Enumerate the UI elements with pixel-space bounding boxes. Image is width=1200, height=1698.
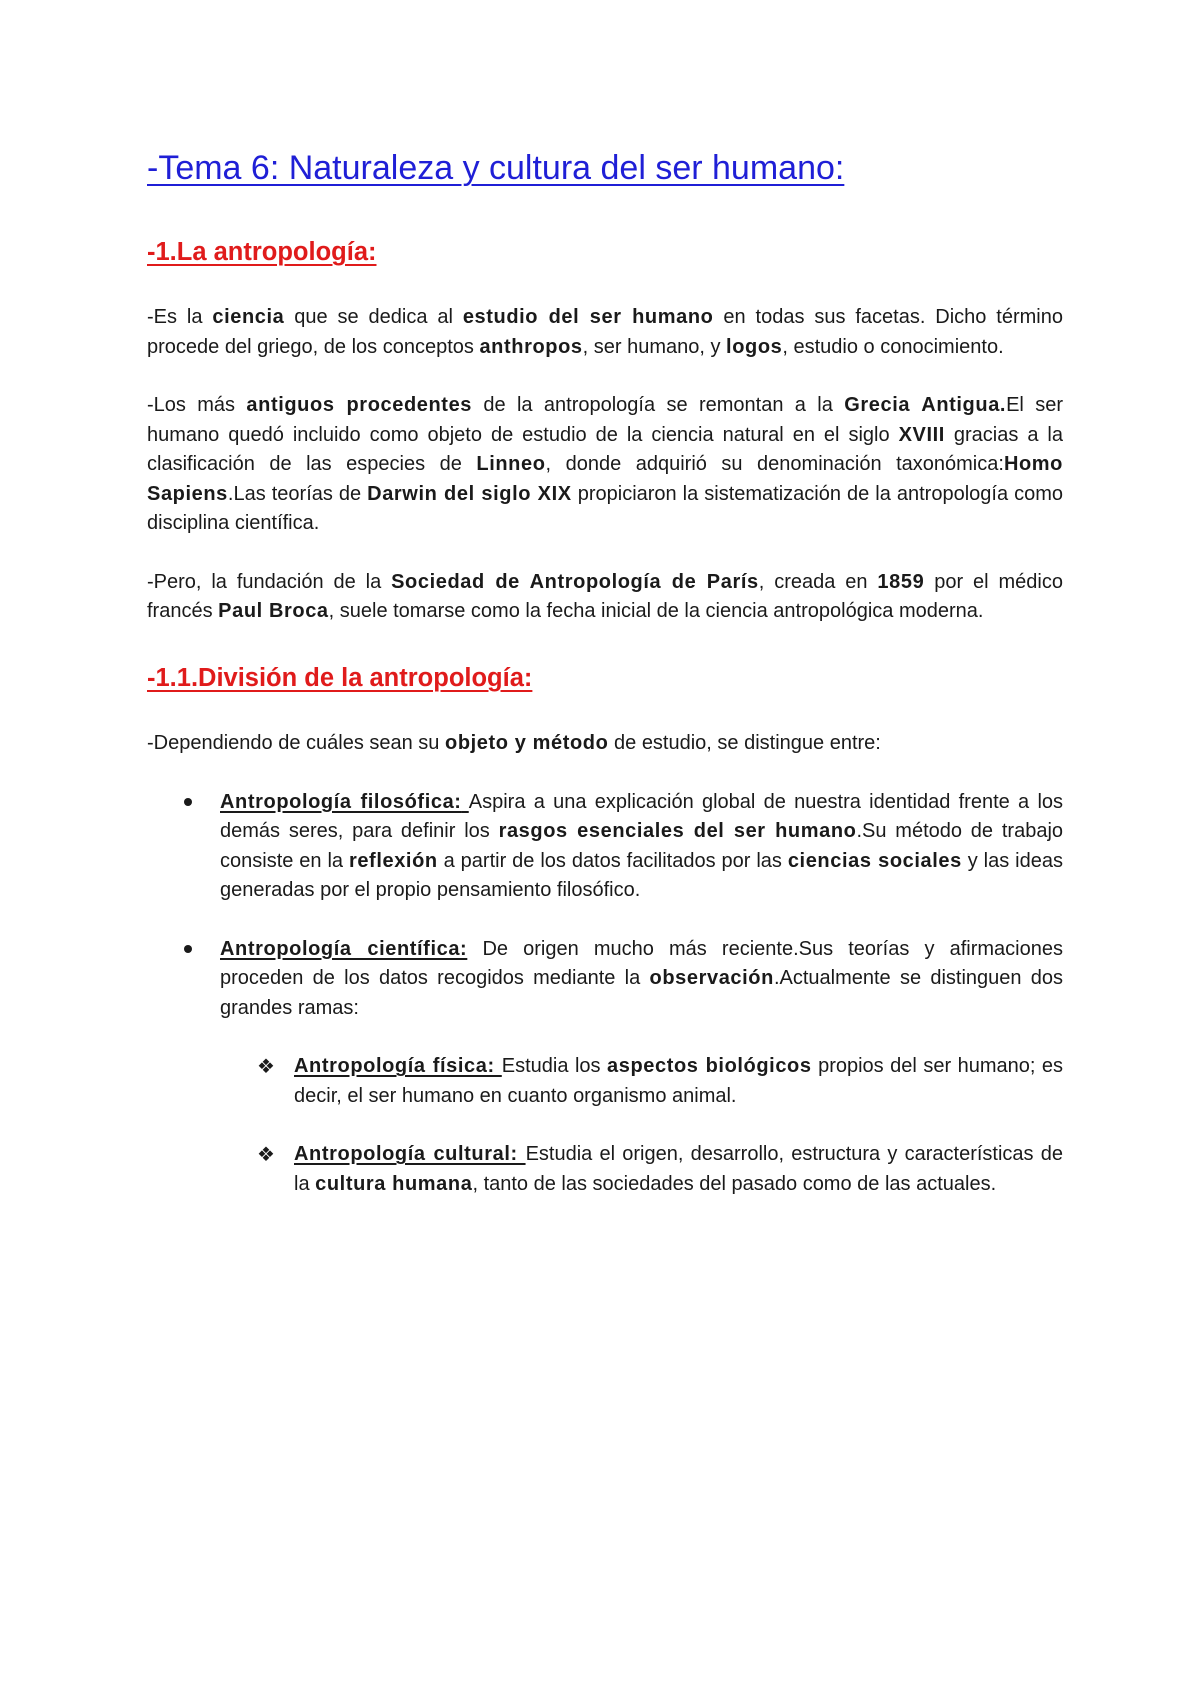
text-run: -Los más: [147, 394, 247, 417]
text-run: gracias a la clasificación de las especies de: [147, 423, 1063, 476]
text-run: El ser humano quedó incluido como objeto de estudio de la ciencia natural en el siglo: [147, 394, 1064, 446]
text-run: .Su método de trabajo consiste en la: [220, 820, 1064, 872]
text-run: que se dedica al: [284, 306, 463, 329]
text-run: por el médico francés: [147, 570, 1063, 623]
text-run: -Es la: [147, 306, 213, 329]
text-run: .Actualmente se distinguen dos grandes ramas:: [220, 967, 1064, 1019]
text-run: [462, 791, 469, 813]
bold-term: estudio del ser humano: [462, 306, 714, 329]
paragraph-definition: [147, 303, 1063, 362]
text-run: Estudia los: [501, 1055, 608, 1078]
bold-term: logos: [726, 335, 783, 358]
list-item-antropologia-cientifica: [147, 935, 1063, 1024]
text-run: Aspira a una explicación global de nuestra identidad frente a los demás seres, para definir los: [220, 790, 1064, 843]
section-heading-division: -1.1.División de la antropología:: [147, 663, 533, 692]
bold-term: Sociedad de Antropología de París: [391, 570, 759, 593]
bold-term: ciencias sociales: [787, 849, 962, 872]
bold-term: 1859: [877, 570, 925, 593]
bold-term: Paul Broca: [218, 600, 329, 623]
bold-term: aspectos biológicos: [607, 1055, 812, 1078]
text-run: , estudio o conocimiento.: [782, 335, 1004, 358]
text-run: en todas sus facetas. Dicho término procede del griego, de los conceptos: [147, 306, 1063, 358]
text-run: Estudia el origen, desarrollo, estructura y características de la: [294, 1143, 1063, 1195]
text-run: , suele tomarse como la fecha inicial de la ciencia antropológica moderna.: [328, 600, 984, 623]
list-item-label: Antropología filosófica:: [220, 790, 462, 813]
text-run: , creada en: [758, 570, 878, 593]
text-run: a partir de los datos facilitados por las: [437, 849, 788, 872]
text-run: y las ideas generadas por el propio pensamiento filosófico.: [220, 849, 1063, 902]
diamond-bullet-icon: ❖: [257, 1142, 275, 1167]
text-run: propiciaron la sistematización de la antropología como disciplina científica.: [147, 482, 1063, 535]
text-run: De origen mucho más reciente.Sus teorías y afirmaciones proceden de los datos recogidos mediante la: [220, 937, 1063, 990]
text-run: , tanto de las sociedades del pasado como de las actuales.: [472, 1172, 997, 1195]
bold-term: ciencia: [212, 306, 285, 329]
text-run: .Las teorías de: [227, 482, 368, 505]
bullet-icon: [184, 945, 192, 953]
bold-term: objeto y método: [445, 732, 609, 755]
bold-term: XVIII: [898, 423, 945, 446]
bold-term: Homo Sapiens: [147, 453, 1063, 505]
paragraph-foundation: [147, 568, 1063, 627]
paragraph-history: [147, 391, 1063, 539]
text-run: , ser humano, y: [582, 335, 727, 358]
list-item-label: Antropología física:: [294, 1055, 502, 1078]
bold-term: cultura humana: [315, 1172, 473, 1195]
paragraph-division-intro: [147, 729, 1063, 759]
branches-list: [147, 1052, 1063, 1199]
section-heading-antropologia: -1.La antropología:: [147, 237, 377, 266]
bullet-icon: [184, 798, 192, 806]
text-run: de la antropología se remontan a la: [472, 394, 845, 417]
text-run: -Dependiendo de cuáles sean su: [147, 732, 445, 755]
text-run: de estudio, se distingue entre:: [608, 732, 881, 755]
list-item-antropologia-cultural: [147, 1140, 1063, 1199]
page-title: -Tema 6: Naturaleza y cultura del ser humano:: [147, 149, 845, 187]
bold-term: Linneo: [476, 453, 546, 476]
list-item-antropologia-fisica: [147, 1052, 1063, 1111]
text-run: -Pero, la fundación de la: [147, 570, 392, 593]
text-run: propios del ser humano; es decir, el ser humano en cuanto organismo animal.: [294, 1055, 1064, 1107]
bold-term: Darwin del siglo XIX: [367, 482, 572, 505]
bold-term: reflexión: [348, 849, 438, 872]
list-item-label: Antropología cultural:: [294, 1143, 526, 1166]
bold-term: rasgos esenciales del ser humano: [498, 820, 857, 843]
document-body: [147, 148, 1063, 1228]
text-run: , donde adquirió su denominación taxonómica:: [545, 453, 1004, 476]
bold-term: Grecia Antigua.: [844, 394, 1007, 417]
bold-term: anthropos: [479, 335, 583, 358]
division-list: [147, 788, 1063, 1024]
diamond-bullet-icon: ❖: [257, 1054, 275, 1079]
list-item-label: Antropología científica:: [220, 937, 468, 960]
bold-term: observación: [649, 967, 774, 990]
bold-term: antiguos procedentes: [246, 394, 473, 417]
list-item-antropologia-filosofica: [147, 788, 1063, 906]
